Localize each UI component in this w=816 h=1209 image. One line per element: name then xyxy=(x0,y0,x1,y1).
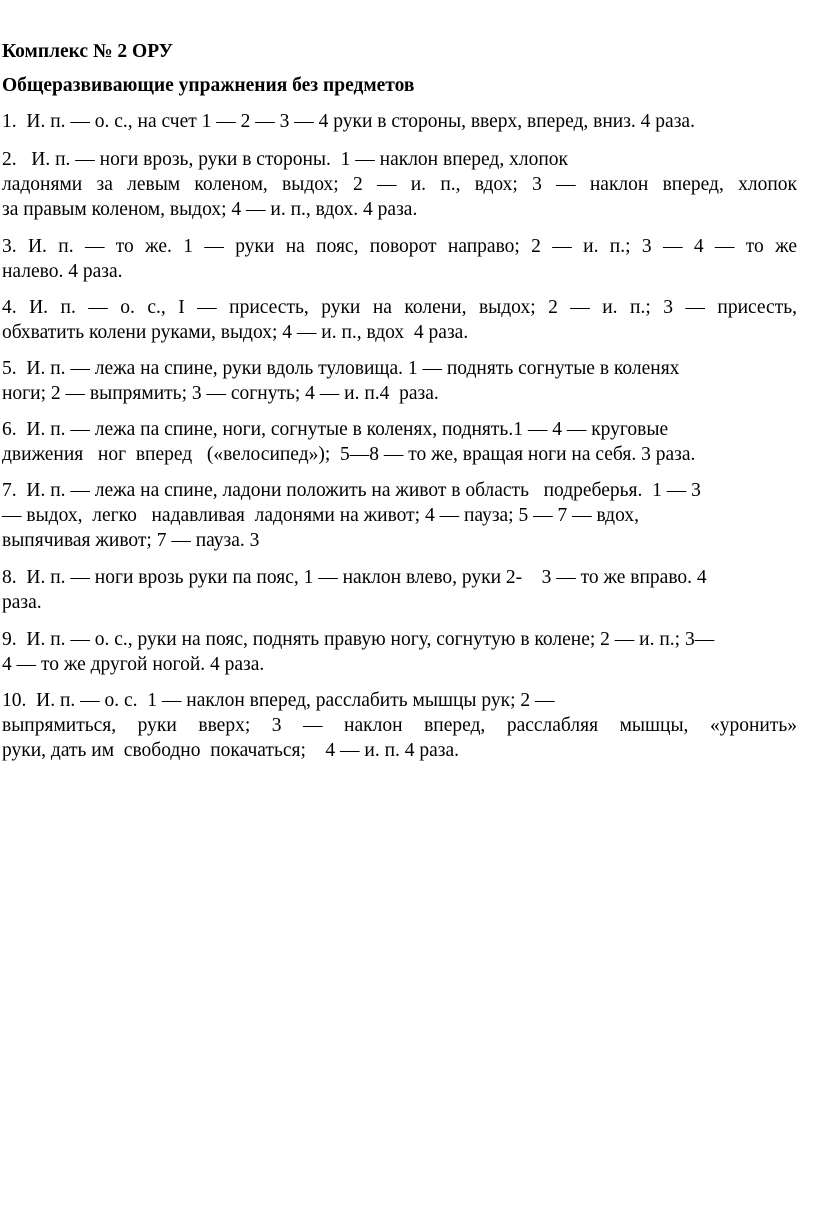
exercise-5-line-1: 5. И. п. — лежа на спине, руки вдоль туловища. 1 — поднять согнутые в коленях xyxy=(2,358,680,379)
exercise-9-line-2: 4 — то же другой ногой. 4 раза. xyxy=(2,654,265,675)
exercise-10-line-1: 10. И. п. — о. с. 1 — наклон вперед, расслабить мышцы рук; 2 — xyxy=(2,690,555,711)
exercise-2-line-2: ладонями за левым коленом, выдох; 2 — и. п., вдох; 3 — наклон вперед, хлопок xyxy=(2,174,797,195)
exercise-3-line-1: 3. И. п. — то же. 1 — руки на пояс, поворот направо; 2 — и. п.; 3 — 4 — то же xyxy=(2,236,797,257)
exercise-7-line-1: 7. И. п. — лежа на спине, ладони положить на живот в область подреберья. 1 — 3 xyxy=(2,480,701,501)
exercise-1-line-1: 1. И. п. — о. с., на счет 1 — 2 — 3 — 4 руки в стороны, вверх, вперед, вниз. 4 раза. xyxy=(2,111,695,132)
exercise-7-line-2: — выдох, легко надавливая ладонями на живот; 4 — пауза; 5 — 7 — вдох, xyxy=(2,505,639,526)
document-subtitle: Общеразвивающие упражнения без предметов xyxy=(2,75,415,96)
exercise-6-line-1: 6. И. п. — лежа па спине, ноги, согнутые в коленях, поднять.1 — 4 — круговые xyxy=(2,419,669,440)
exercise-8-line-1: 8. И. п. — ноги врозь руки па пояс, 1 — наклон влево, руки 2- 3 — то же вправо. 4 xyxy=(2,567,707,588)
document-title: Комплекс № 2 ОРУ xyxy=(2,41,173,62)
exercise-5-line-2: ноги; 2 — выпрямить; 3 — согнуть; 4 — и. п.4 раза. xyxy=(2,383,439,404)
exercise-7-line-3: выпячивая живот; 7 — пауза. 3 xyxy=(2,530,260,551)
exercise-2-line-3: за правым коленом, выдох; 4 — и. п., вдох. 4 раза. xyxy=(2,199,418,220)
exercise-10-line-2: выпрямиться, руки вверх; 3 — наклон вперед, расслабляя мышцы, «уронить» xyxy=(2,715,797,736)
exercise-8-line-2: раза. xyxy=(2,592,42,613)
exercise-3-line-2: налево. 4 раза. xyxy=(2,261,123,282)
exercise-6-line-2: движения ног вперед («велосипед»); 5—8 — то же, вращая ноги на себя. 3 раза. xyxy=(2,444,696,465)
exercise-2-line-1: 2. И. п. — ноги врозь, руки в стороны. 1 — наклон вперед, хлопок xyxy=(2,149,568,170)
exercise-10-line-3: руки, дать им свободно покачаться; 4 — и. п. 4 раза. xyxy=(2,740,460,761)
exercise-9-line-1: 9. И. п. — о. с., руки на пояс, поднять правую ногу, согнутую в колене; 2 — и. п.; 3— xyxy=(2,629,715,650)
exercise-4-line-2: обхватить колени руками, выдох; 4 — и. п., вдох 4 раза. xyxy=(2,322,469,343)
exercise-4-line-1: 4. И. п. — о. с., I — присесть, руки на колени, выдох; 2 — и. п.; 3 — присесть, xyxy=(2,297,797,318)
